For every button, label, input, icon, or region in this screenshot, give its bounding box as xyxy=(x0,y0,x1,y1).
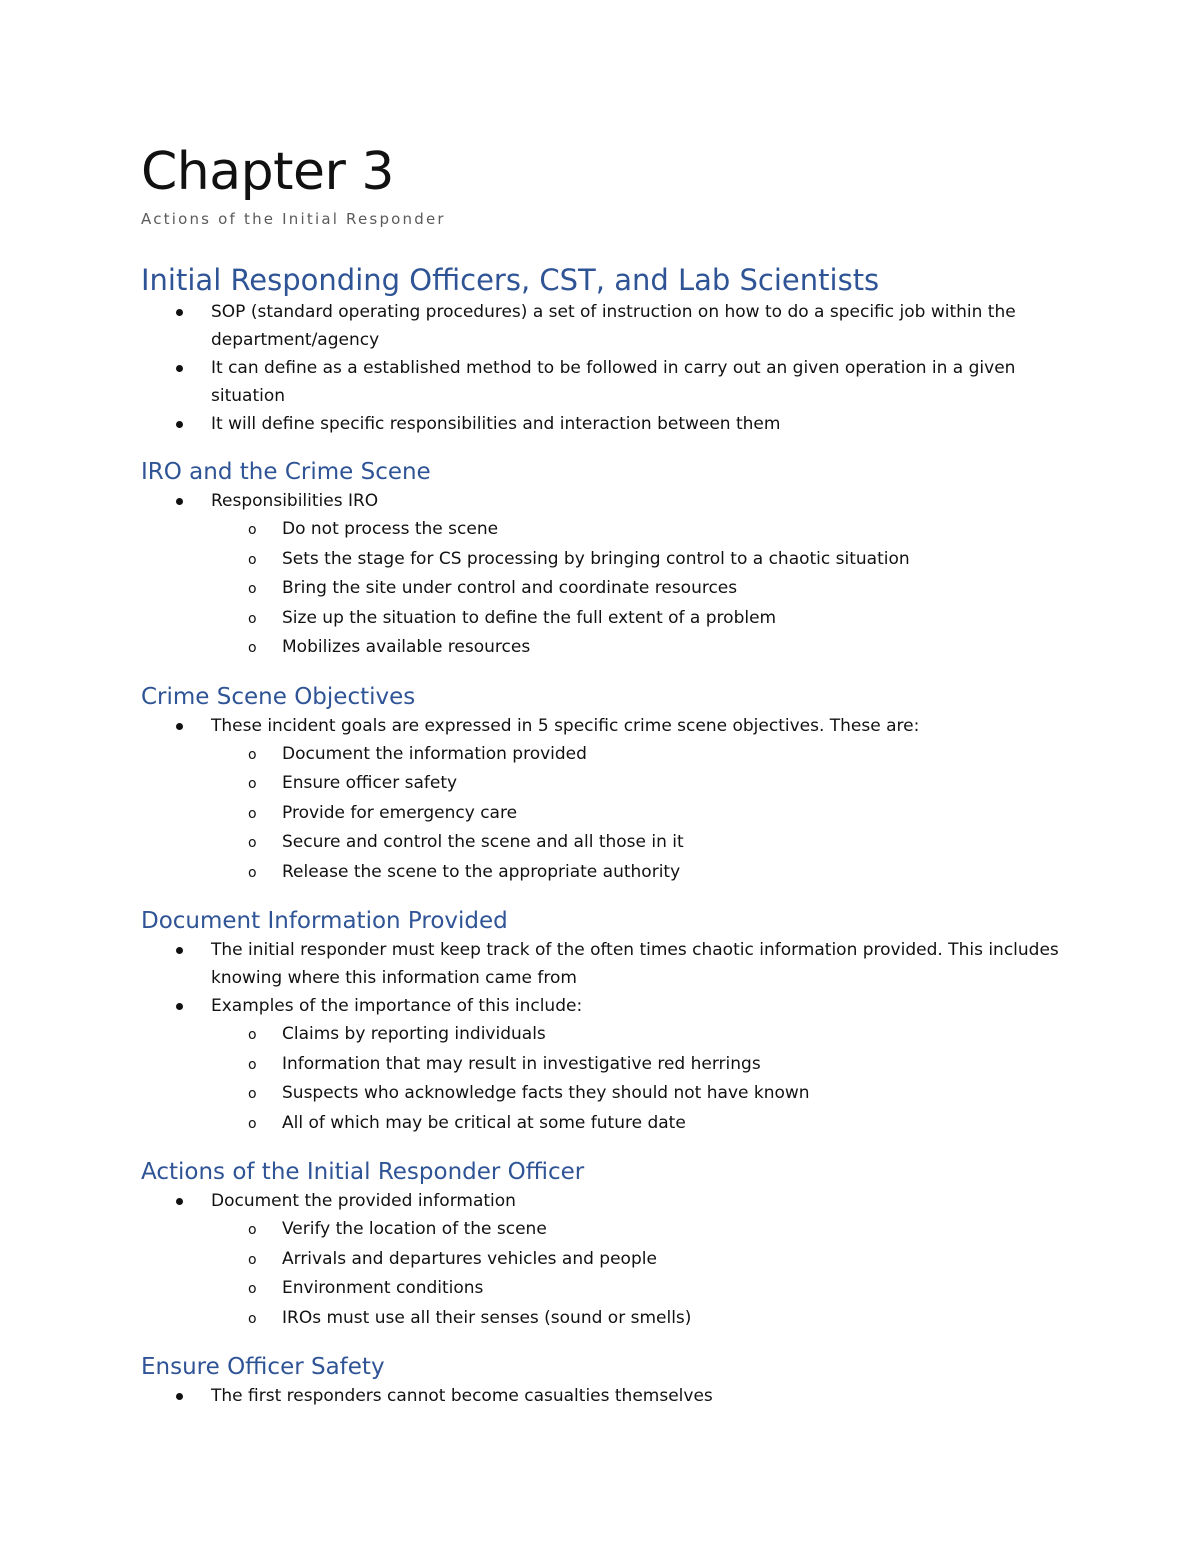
sub-list-item xyxy=(211,858,1061,888)
sub-bullet-list xyxy=(211,1020,1061,1138)
sub-list-item-text: Secure and control the scene and all those in it xyxy=(282,832,684,852)
circle-bullet-icon: o xyxy=(248,640,257,656)
list-item xyxy=(141,992,1061,1138)
bullet-dot-icon xyxy=(176,947,183,954)
sub-list-item xyxy=(211,1050,1061,1080)
circle-bullet-icon: o xyxy=(248,1310,257,1327)
circle-bullet-icon: o xyxy=(248,1056,257,1073)
sub-list-item xyxy=(211,799,1061,829)
bullet-dot-icon xyxy=(176,723,183,730)
circle-bullet-icon: o xyxy=(248,805,257,822)
bullet-list xyxy=(141,1187,1061,1333)
sub-list-item-text: Ensure officer safety xyxy=(282,773,458,793)
list-item-text: These incident goals are expressed in 5 specific crime scene objectives. These are: xyxy=(211,715,920,736)
circle-bullet-icon: o xyxy=(248,551,257,568)
sub-list-item-text: Arrivals and departures vehicles and people xyxy=(282,1248,657,1269)
list-item xyxy=(141,1382,1061,1410)
section-heading: Initial Responding Officers, CST, and Lab Scientists xyxy=(141,263,880,297)
list-item-text: The initial responder must keep track of the often times chaotic information provided. This includes knowing where this information came from xyxy=(211,940,1059,988)
sub-list-item-text: Mobilizes available resources xyxy=(282,637,531,657)
sub-list-item-text: IROs must use all their senses (sound or smells) xyxy=(282,1307,692,1328)
circle-bullet-icon: o xyxy=(248,1251,257,1268)
sub-bullet-list xyxy=(211,1215,1061,1333)
circle-bullet-icon: o xyxy=(248,1281,257,1297)
circle-bullet-icon: o xyxy=(248,835,257,851)
bullet-list xyxy=(141,487,1061,663)
sub-bullet-list xyxy=(211,740,1061,888)
list-item-text: Document the provided information xyxy=(211,1191,516,1211)
sub-list-item-text: Release the scene to the appropriate authority xyxy=(282,861,681,882)
sub-list-item xyxy=(211,1304,1061,1334)
sub-list-item-text: Claims by reporting individuals xyxy=(282,1024,546,1044)
bullet-dot-icon xyxy=(176,498,183,505)
list-item-text: The first responders cannot become casualties themselves xyxy=(211,1386,713,1406)
bullet-dot-icon xyxy=(176,1393,183,1400)
bullet-list xyxy=(141,712,1061,888)
sub-list-item-text: Sets the stage for CS processing by bringing control to a chaotic situation xyxy=(282,548,910,569)
sub-list-item xyxy=(211,515,1061,545)
sub-list-item xyxy=(211,769,1061,799)
circle-bullet-icon: o xyxy=(248,1086,257,1102)
sub-list-item-text: Bring the site under control and coordinate resources xyxy=(282,578,738,598)
circle-bullet-icon: o xyxy=(248,522,257,538)
list-item-text: Examples of the importance of this include: xyxy=(211,996,583,1016)
list-item xyxy=(141,410,1061,438)
sub-list-item xyxy=(211,604,1061,634)
bullet-list xyxy=(141,1382,1061,1410)
bullet-dot-icon xyxy=(176,1198,183,1205)
circle-bullet-icon: o xyxy=(248,581,257,597)
list-item xyxy=(141,1187,1061,1333)
list-item xyxy=(141,298,1061,354)
circle-bullet-icon: o xyxy=(248,746,257,763)
document-body xyxy=(141,262,1061,1410)
list-item-text: SOP (standard operating procedures) a set of instruction on how to do a specific job within the department/agency xyxy=(211,302,1016,350)
circle-bullet-icon: o xyxy=(248,610,257,627)
section-heading: Crime Scene Objectives xyxy=(141,683,416,710)
list-item xyxy=(141,936,1061,992)
bullet-list xyxy=(141,298,1061,438)
list-item xyxy=(141,712,1061,888)
sub-list-item xyxy=(211,574,1061,604)
list-item-text: Responsibilities IRO xyxy=(211,491,379,511)
sub-list-item xyxy=(211,1245,1061,1275)
circle-bullet-icon: o xyxy=(248,1027,257,1043)
list-item xyxy=(141,354,1061,410)
sub-list-item xyxy=(211,1020,1061,1050)
document-content xyxy=(141,138,1061,1410)
sub-list-item xyxy=(211,740,1061,770)
sub-list-item-text: All of which may be critical at some future date xyxy=(282,1112,686,1133)
bullet-dot-icon xyxy=(176,1003,183,1010)
section-heading: Actions of the Initial Responder Officer xyxy=(141,1159,585,1185)
sub-list-item xyxy=(211,545,1061,575)
sub-list-item-text: Information that may result in investigative red herrings xyxy=(282,1053,761,1074)
sub-list-item xyxy=(211,1274,1061,1304)
circle-bullet-icon: o xyxy=(248,1222,257,1238)
document-title: Chapter 3 xyxy=(141,142,395,202)
sub-list-item-text: Environment conditions xyxy=(282,1278,484,1298)
circle-bullet-icon: o xyxy=(248,776,257,792)
sub-list-item-text: Verify the location of the scene xyxy=(282,1219,547,1239)
bullet-dot-icon xyxy=(176,309,183,316)
bullet-list xyxy=(141,936,1061,1138)
section-heading: Document Information Provided xyxy=(141,908,508,934)
section-heading: IRO and the Crime Scene xyxy=(141,459,431,485)
sub-list-item-text: Size up the situation to define the full extent of a problem xyxy=(282,607,777,628)
section-heading: Ensure Officer Safety xyxy=(141,1354,385,1380)
list-item xyxy=(141,487,1061,663)
circle-bullet-icon: o xyxy=(248,1115,257,1132)
bullet-dot-icon xyxy=(176,365,183,372)
sub-list-item xyxy=(211,828,1061,858)
document-subtitle: Actions of the Initial Responder xyxy=(141,210,446,228)
sub-list-item-text: Provide for emergency care xyxy=(282,802,518,823)
sub-list-item-text: Document the information provided xyxy=(282,743,587,764)
sub-list-item-text: Suspects who acknowledge facts they should not have known xyxy=(282,1083,810,1103)
sub-list-item xyxy=(211,1079,1061,1109)
sub-list-item-text: Do not process the scene xyxy=(282,519,499,539)
sub-list-item xyxy=(211,633,1061,663)
circle-bullet-icon: o xyxy=(248,864,257,881)
list-item-text: It can define as a established method to be followed in carry out an given operation in a given situation xyxy=(211,358,1016,406)
sub-bullet-list xyxy=(211,515,1061,663)
list-item-text: It will define specific responsibilities and interaction between them xyxy=(211,414,781,434)
bullet-dot-icon xyxy=(176,421,183,428)
sub-list-item xyxy=(211,1215,1061,1245)
sub-list-item xyxy=(211,1109,1061,1139)
